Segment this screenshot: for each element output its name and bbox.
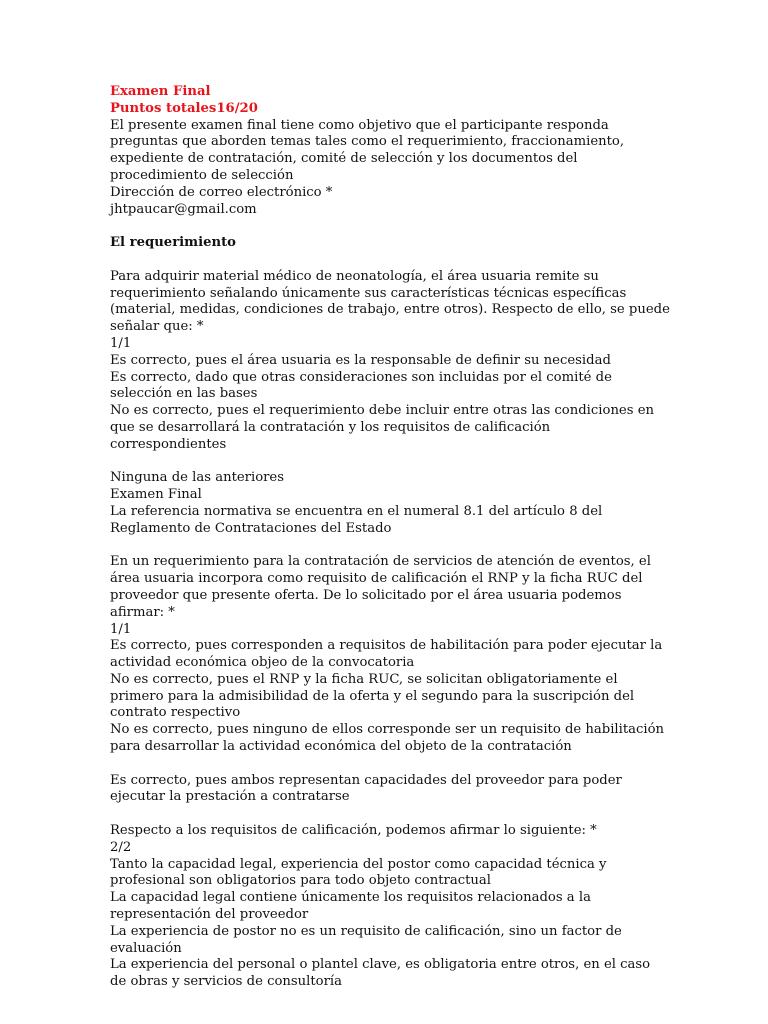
question-2-option: No es correcto, pues el RNP y la ficha RUC, se solicitan obligatoriamente el primero para la admisibilidad de la oferta y el segundo para la suscripción del contrato respectivo — [110, 671, 635, 721]
question-1-score: 1/1 — [110, 335, 132, 351]
question-3-option: Tanto la capacidad legal, experiencia del postor como capacidad técnica y profesional son obligatorios para todo objeto contractual — [110, 856, 607, 889]
question-3-option: La experiencia del personal o plantel clave, es obligatoria entre otros, en el caso de obras y servicios de consultoría — [110, 957, 651, 990]
question-2-option: Es correcto, pues corresponden a requisitos de habilitación para poder ejecutar la actividad económica objeo de la convocatoria — [110, 638, 663, 671]
question-1-option: Ninguna de las anteriores — [110, 470, 285, 486]
spacer — [110, 252, 670, 269]
spacer — [110, 538, 670, 555]
question-3-prompt: Respecto a los requisitos de calificación, podemos afirmar lo siguiente: * — [110, 823, 597, 839]
total-score: Puntos totales16/20 — [110, 100, 258, 116]
question-3-option: La capacidad legal contiene únicamente los requisitos relacionados a la representación del proveedor — [110, 890, 591, 923]
question-2-option: No es correcto, pues ninguno de ellos corresponde ser un requisito de habilitación para desarrollar la actividad económica del objeto de la contratación — [110, 722, 665, 755]
question-3-option: La experiencia de postor no es un requisito de calificación, sino un factor de evaluación — [110, 923, 622, 956]
exam-intro: El presente examen final tiene como objetivo que el participante responda preguntas que aborden temas tales como el requerimiento, fraccionamiento, expediente de contratación, comité de selección y los documentos del procedimiento de selección — [110, 117, 625, 183]
email-label: Dirección de correo electrónico * — [110, 184, 333, 200]
question-1-prompt: Para adquirir material médico de neonatología, el área usuaria remite su requerimiento señalando únicamente sus características técnicas específicas (material, medidas, condiciones de trabajo, entre otros). Respecto de ello, se puede señalar que: * — [110, 268, 670, 335]
section-title: El requerimiento — [110, 235, 236, 251]
spacer — [110, 218, 670, 235]
question-2-prompt: En un requerimiento para la contratación de servicios de atención de eventos, el área usuaria incorpora como requisito de calificación el RNP y la ficha RUC del proveedor que presente oferta. De lo solicitado por el área usuaria podemos afirmar: * — [110, 554, 651, 620]
spacer — [110, 756, 670, 773]
question-2-score: 1/1 — [110, 621, 132, 637]
question-1-option: Es correcto, dado que otras consideraciones son incluidas por el comité de selección en las bases — [110, 369, 612, 402]
exam-document — [110, 84, 670, 991]
question-1-option: Es correcto, pues el área usuaria es la responsable de definir su necesidad — [110, 352, 611, 368]
question-2-option: Es correcto, pues ambos representan capacidades del proveedor para poder ejecutar la prestación a contratarse — [110, 772, 622, 805]
question-1-feedback: La referencia normativa se encuentra en el numeral 8.1 del artículo 8 del Reglamento de Contrataciones del Estado — [110, 503, 603, 536]
spacer — [110, 806, 670, 823]
question-1-option: No es correcto, pues el requerimiento debe incluir entre otras las condiciones en que se desarrollará la contratación y los requisitos de calificación correspondientes — [110, 403, 654, 452]
spacer — [110, 454, 670, 471]
question-3-score: 2/2 — [110, 839, 132, 855]
email-value: jhtpaucar@gmail.com — [110, 201, 257, 217]
exam-title: Examen Final — [110, 84, 211, 99]
question-1-feedback-title: Examen Final — [110, 487, 202, 503]
